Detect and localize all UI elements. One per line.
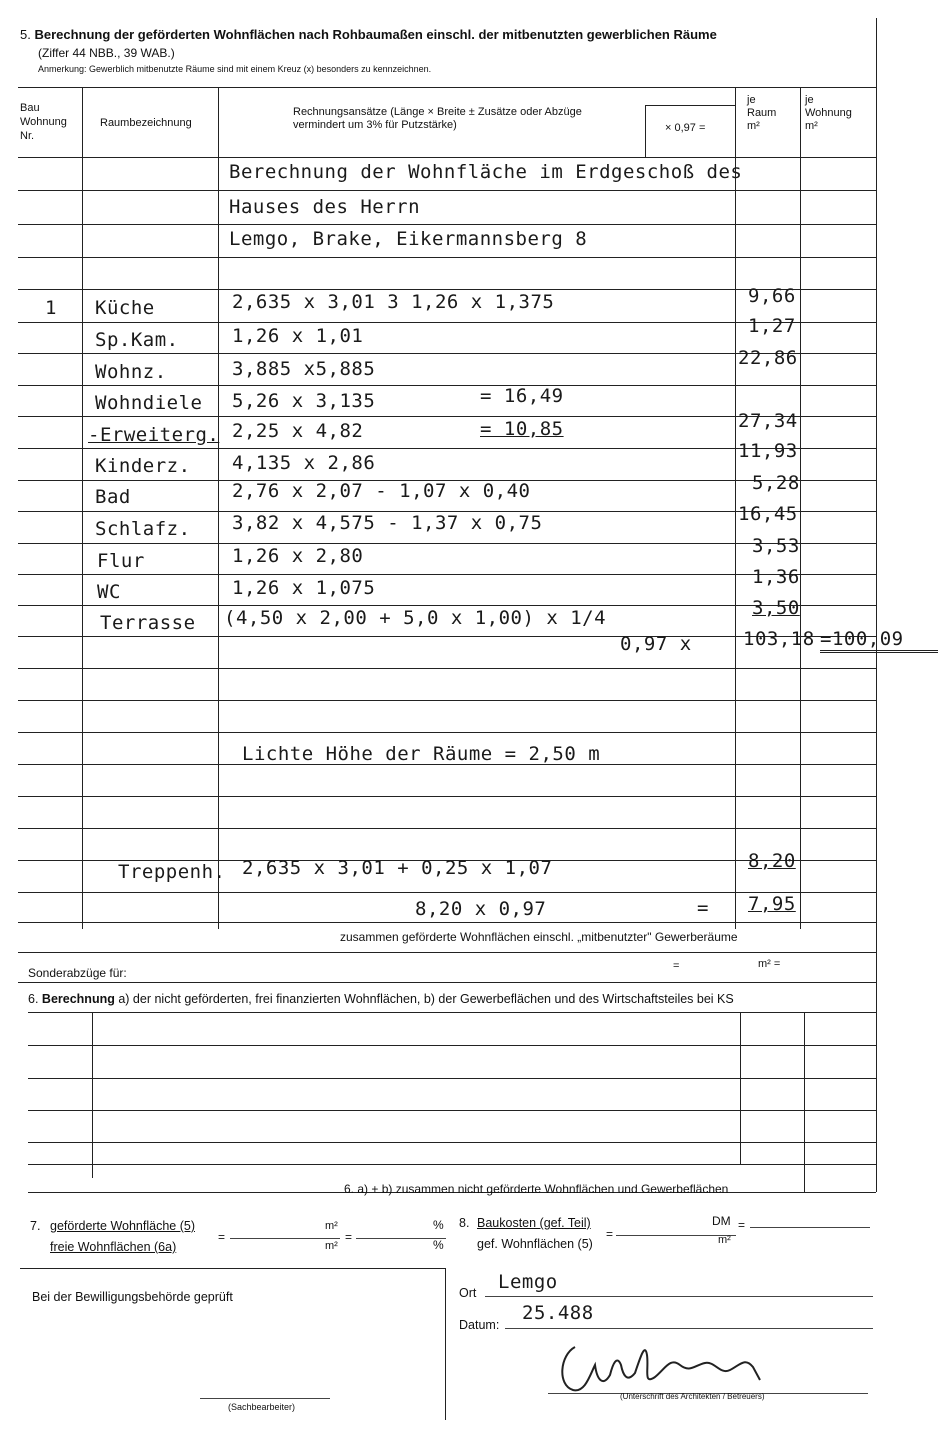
room-area: 1,36: [752, 566, 800, 588]
intro-line: Hauses des Herrn: [229, 196, 421, 218]
header-bau-wohnung: Bau Wohnung Nr.: [20, 102, 67, 142]
total-result: =100,09: [820, 628, 904, 650]
room-subtotal: = 16,49: [480, 385, 564, 407]
stair-area: 8,20: [748, 850, 796, 872]
header-je-raum: je Raum m²: [747, 94, 777, 132]
intro-line: Berechnung der Wohnfläche im Erdgeschoß des: [229, 161, 743, 183]
stair-room: Treppenh.: [118, 861, 226, 883]
datum-value: 25.488: [522, 1302, 594, 1324]
room-calc: 3,82 x 4,575 - 1,37 x 0,75: [232, 512, 543, 534]
room-name: WC: [97, 581, 121, 603]
stair-area2: 7,95: [748, 893, 796, 915]
row-nr: 1: [45, 297, 57, 319]
total-factor: 0,97 x: [620, 633, 692, 655]
room-area: 3,50: [752, 597, 800, 619]
room-calc: (4,50 x 2,00 + 5,0 x 1,00) x 1/4: [224, 607, 607, 629]
room-area: 27,34: [738, 410, 798, 432]
sonder-unit: m² =: [758, 958, 781, 970]
room-calc: 1,26 x 2,80: [232, 545, 364, 567]
room-calc: 2,25 x 4,82: [232, 420, 364, 442]
room-name: Bad: [95, 486, 131, 508]
ort-value: Lemgo: [498, 1271, 558, 1293]
approval-label: Bei der Bewilligungsbehörde geprüft: [32, 1290, 233, 1304]
section5-note: Anmerkung: Gewerblich mitbenutzte Räume sind mit einem Kreuz (x) besonders zu kennzeichnen.: [38, 64, 432, 74]
datum-label: Datum:: [459, 1318, 500, 1332]
section7-eq1: =: [218, 1230, 226, 1244]
section5-heading: [20, 27, 717, 42]
section5-subtitle: (Ziffer 44 NBB., 39 WAB.): [38, 46, 175, 60]
intro-line: Lemgo, Brake, Eikermannsberg 8: [229, 228, 588, 250]
room-name: Wohnz.: [95, 361, 167, 383]
room-name: Kinderz.: [95, 455, 191, 477]
room-area: 9,66: [748, 285, 796, 307]
room-area: 5,28: [752, 472, 800, 494]
section7-bottom: freie Wohnflächen (6a): [50, 1240, 177, 1254]
room-calc: 3,885 x5,885: [232, 358, 376, 380]
section7-pct1: %: [433, 1218, 444, 1232]
room-subtotal: = 10,85: [480, 418, 564, 440]
signature-caption: (Unterschrift des Architekten / Betreuers): [620, 1392, 765, 1401]
sonder-eq: =: [673, 960, 680, 972]
section6-heading: 6. Berechnung a) der nicht geförderten, frei finanzierten Wohnflächen, b) der Gewerbeflächen und des Wirtschaftsteiles bei KS: [28, 992, 734, 1006]
room-name: Schlafz.: [95, 518, 191, 540]
section6-total: 6. a) + b) zusammen nicht geförderte Wohnflächen und Gewerbeflächen: [344, 1182, 729, 1196]
room-name: Küche: [95, 297, 155, 319]
room-calc: 2,76 x 2,07 - 1,07 x 0,40: [232, 480, 531, 502]
header-je-wohnung: je Wohnung m²: [805, 94, 852, 132]
section7-m2a: m²: [325, 1220, 338, 1232]
total-sum: 103,18: [743, 628, 815, 650]
header-raumbezeichnung: Raumbezeichnung: [100, 117, 192, 129]
section7-num: 7.: [30, 1219, 41, 1233]
section7-top: geförderte Wohnfläche (5): [50, 1219, 195, 1233]
total-double-underline: [820, 650, 938, 653]
room-name: Wohndiele: [95, 392, 203, 414]
stair-eq: =: [697, 897, 709, 919]
room-name: Flur: [97, 550, 145, 572]
room-calc: 2,635 x 3,01 3 1,26 x 1,375: [232, 291, 555, 313]
section7-eq2: =: [345, 1230, 353, 1244]
room-area: 1,27: [748, 315, 796, 337]
room-calc: 1,26 x 1,01: [232, 325, 364, 347]
room-area: 3,53: [752, 535, 800, 557]
sachbearbeiter-caption: (Sachbearbeiter): [228, 1402, 296, 1412]
sonder-label: Sonderabzüge für:: [28, 966, 127, 980]
room-calc: 4,135 x 2,86: [232, 452, 376, 474]
section8-eq2: =: [738, 1218, 746, 1232]
section8-dm: DM: [712, 1214, 731, 1228]
header-factor: × 0,97 =: [665, 122, 706, 134]
section8-bottom: gef. Wohnflächen (5): [477, 1237, 593, 1251]
section8-num: 8.: [459, 1216, 470, 1230]
room-calc: 5,26 x 3,135: [232, 390, 376, 412]
room-name: Sp.Kam.: [95, 329, 179, 351]
room-area: 22,86: [738, 347, 798, 369]
room-name: -Erweiterg.: [88, 424, 220, 446]
room-area: 16,45: [738, 503, 798, 525]
stair-calc: 2,635 x 3,01 + 0,25 x 1,07: [242, 857, 553, 879]
room-calc: 1,26 x 1,075: [232, 577, 376, 599]
room-name: Terrasse: [100, 612, 196, 634]
header-rechnungsansaetze: Rechnungsansätze (Länge × Breite ± Zusätze oder Abzüge vermindert um 3% für Putzstärke): [293, 106, 582, 131]
section-number: 5.: [20, 27, 31, 42]
room-area: 11,93: [738, 440, 798, 462]
section-title: Berechnung der geförderten Wohnflächen nach Rohbaumaßen einschl. der mitbenutzten gewerblichen Räume: [34, 27, 717, 42]
ort-label: Ort: [459, 1286, 477, 1300]
stair-calc2: 8,20 x 0,97: [415, 898, 547, 920]
section7-m2b: m²: [325, 1240, 338, 1252]
zusammen-label: zusammen geförderte Wohnflächen einschl. „mitbenutzter" Gewerberäume: [340, 930, 738, 944]
section7-pct2: %: [433, 1238, 444, 1252]
section8-m2: m²: [718, 1234, 731, 1246]
height-note: Lichte Höhe der Räume = 2,50 m: [242, 743, 601, 765]
section8-top: Baukosten (gef. Teil): [477, 1216, 591, 1230]
section8-eq1: =: [606, 1227, 614, 1241]
